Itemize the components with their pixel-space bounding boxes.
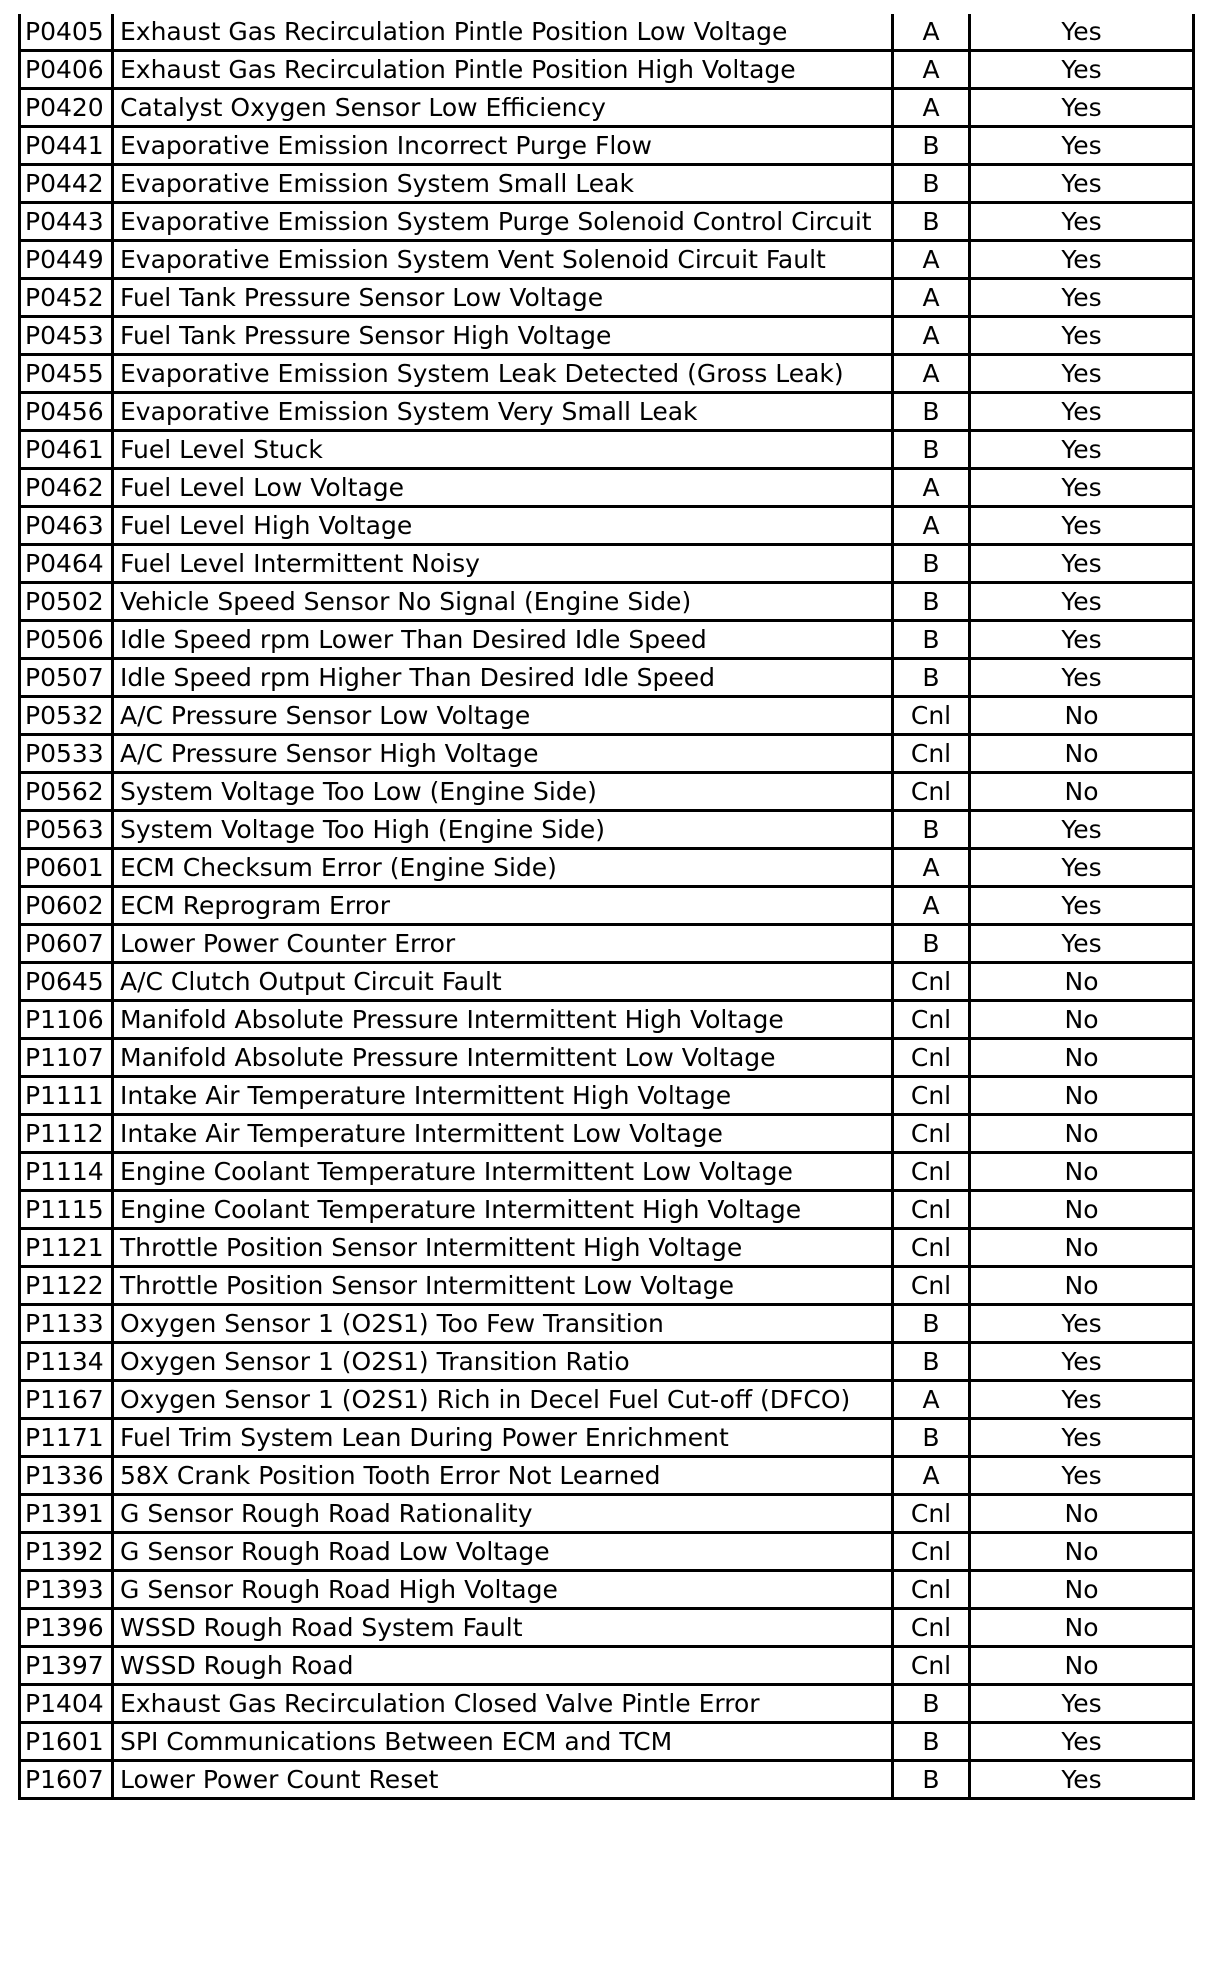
dtc-description-cell: Idle Speed rpm Lower Than Desired Idle Speed xyxy=(113,621,893,659)
table-row xyxy=(20,51,1194,89)
dtc-description-cell: Fuel Trim System Lean During Power Enrichment xyxy=(113,1419,893,1457)
table-row xyxy=(20,1533,1194,1571)
dtc-code-cell: P0506 xyxy=(20,621,113,659)
dtc-type-cell: B xyxy=(893,583,970,621)
dtc-type-cell: B xyxy=(893,925,970,963)
dtc-type-cell: A xyxy=(893,89,970,127)
dtc-type-cell: B xyxy=(893,545,970,583)
table-row xyxy=(20,1571,1194,1609)
dtc-mil-cell: No xyxy=(970,1647,1194,1685)
table-row xyxy=(20,735,1194,773)
table-row xyxy=(20,1153,1194,1191)
dtc-type-cell: B xyxy=(893,621,970,659)
dtc-code-cell: P1114 xyxy=(20,1153,113,1191)
table-row xyxy=(20,317,1194,355)
table-row xyxy=(20,127,1194,165)
dtc-type-cell: B xyxy=(893,165,970,203)
dtc-description-cell: Catalyst Oxygen Sensor Low Efficiency xyxy=(113,89,893,127)
dtc-mil-cell: No xyxy=(970,1229,1194,1267)
dtc-mil-cell: Yes xyxy=(970,469,1194,507)
dtc-mil-cell: Yes xyxy=(970,659,1194,697)
dtc-type-cell: A xyxy=(893,469,970,507)
dtc-code-cell: P0406 xyxy=(20,51,113,89)
dtc-mil-cell: Yes xyxy=(970,393,1194,431)
dtc-description-cell: G Sensor Rough Road Rationality xyxy=(113,1495,893,1533)
dtc-type-cell: A xyxy=(893,14,970,51)
dtc-description-cell: Evaporative Emission System Vent Solenoid Circuit Fault xyxy=(113,241,893,279)
dtc-type-cell: B xyxy=(893,1761,970,1799)
dtc-mil-cell: Yes xyxy=(970,621,1194,659)
dtc-mil-cell: Yes xyxy=(970,1761,1194,1799)
dtc-code-cell: P0453 xyxy=(20,317,113,355)
table-row xyxy=(20,1457,1194,1495)
dtc-mil-cell: Yes xyxy=(970,849,1194,887)
dtc-code-cell: P0607 xyxy=(20,925,113,963)
dtc-code-cell: P0507 xyxy=(20,659,113,697)
dtc-code-cell: P1392 xyxy=(20,1533,113,1571)
table-row xyxy=(20,1495,1194,1533)
dtc-description-cell: Intake Air Temperature Intermittent High Voltage xyxy=(113,1077,893,1115)
table-row xyxy=(20,14,1194,51)
dtc-code-cell: P0405 xyxy=(20,14,113,51)
dtc-code-cell: P0532 xyxy=(20,697,113,735)
dtc-code-cell: P0562 xyxy=(20,773,113,811)
dtc-code-cell: P1167 xyxy=(20,1381,113,1419)
dtc-description-cell: Evaporative Emission Incorrect Purge Flow xyxy=(113,127,893,165)
table-row xyxy=(20,621,1194,659)
dtc-description-cell: Engine Coolant Temperature Intermittent Low Voltage xyxy=(113,1153,893,1191)
dtc-description-cell: Oxygen Sensor 1 (O2S1) Transition Ratio xyxy=(113,1343,893,1381)
dtc-mil-cell: Yes xyxy=(970,431,1194,469)
dtc-type-cell: A xyxy=(893,887,970,925)
dtc-description-cell: ECM Checksum Error (Engine Side) xyxy=(113,849,893,887)
dtc-description-cell: A/C Pressure Sensor High Voltage xyxy=(113,735,893,773)
dtc-description-cell: Evaporative Emission System Purge Solenoid Control Circuit xyxy=(113,203,893,241)
table-row xyxy=(20,393,1194,431)
dtc-code-cell: P0463 xyxy=(20,507,113,545)
table-row xyxy=(20,469,1194,507)
dtc-type-cell: Cnl xyxy=(893,1001,970,1039)
dtc-mil-cell: Yes xyxy=(970,317,1194,355)
dtc-mil-cell: Yes xyxy=(970,1457,1194,1495)
dtc-description-cell: Exhaust Gas Recirculation Closed Valve Pintle Error xyxy=(113,1685,893,1723)
dtc-mil-cell: No xyxy=(970,1267,1194,1305)
dtc-description-cell: System Voltage Too Low (Engine Side) xyxy=(113,773,893,811)
dtc-description-cell: WSSD Rough Road System Fault xyxy=(113,1609,893,1647)
dtc-description-cell: Evaporative Emission System Leak Detected (Gross Leak) xyxy=(113,355,893,393)
dtc-description-cell: G Sensor Rough Road Low Voltage xyxy=(113,1533,893,1571)
dtc-mil-cell: Yes xyxy=(970,241,1194,279)
table-row xyxy=(20,1761,1194,1799)
dtc-description-cell: Exhaust Gas Recirculation Pintle Position High Voltage xyxy=(113,51,893,89)
dtc-description-cell: Evaporative Emission System Small Leak xyxy=(113,165,893,203)
dtc-description-cell: A/C Pressure Sensor Low Voltage xyxy=(113,697,893,735)
dtc-code-cell: P1107 xyxy=(20,1039,113,1077)
dtc-mil-cell: Yes xyxy=(970,811,1194,849)
table-row xyxy=(20,1039,1194,1077)
dtc-mil-cell: No xyxy=(970,697,1194,735)
dtc-description-cell: SPI Communications Between ECM and TCM xyxy=(113,1723,893,1761)
dtc-code-cell: P0601 xyxy=(20,849,113,887)
dtc-description-cell: Evaporative Emission System Very Small Leak xyxy=(113,393,893,431)
table-row xyxy=(20,811,1194,849)
table-row xyxy=(20,1191,1194,1229)
dtc-type-cell: Cnl xyxy=(893,1039,970,1077)
dtc-type-cell: A xyxy=(893,355,970,393)
dtc-type-cell: A xyxy=(893,1381,970,1419)
dtc-mil-cell: No xyxy=(970,963,1194,1001)
table-row xyxy=(20,1343,1194,1381)
dtc-mil-cell: Yes xyxy=(970,127,1194,165)
table-row xyxy=(20,887,1194,925)
dtc-mil-cell: No xyxy=(970,1077,1194,1115)
dtc-code-cell: P0502 xyxy=(20,583,113,621)
dtc-type-cell: B xyxy=(893,393,970,431)
dtc-description-cell: ECM Reprogram Error xyxy=(113,887,893,925)
dtc-description-cell: Oxygen Sensor 1 (O2S1) Rich in Decel Fuel Cut-off (DFCO) xyxy=(113,1381,893,1419)
dtc-type-cell: Cnl xyxy=(893,1077,970,1115)
table-row xyxy=(20,1305,1194,1343)
dtc-code-cell: P1404 xyxy=(20,1685,113,1723)
dtc-mil-cell: No xyxy=(970,1039,1194,1077)
dtc-code-cell: P0456 xyxy=(20,393,113,431)
dtc-code-cell: P0452 xyxy=(20,279,113,317)
table-row xyxy=(20,849,1194,887)
dtc-code-cell: P0645 xyxy=(20,963,113,1001)
dtc-mil-cell: Yes xyxy=(970,203,1194,241)
dtc-type-cell: Cnl xyxy=(893,1609,970,1647)
table-row xyxy=(20,963,1194,1001)
dtc-code-cell: P1397 xyxy=(20,1647,113,1685)
dtc-mil-cell: Yes xyxy=(970,355,1194,393)
dtc-description-cell: Fuel Tank Pressure Sensor High Voltage xyxy=(113,317,893,355)
dtc-code-cell: P1121 xyxy=(20,1229,113,1267)
dtc-code-cell: P0455 xyxy=(20,355,113,393)
dtc-type-cell: A xyxy=(893,1457,970,1495)
table-row xyxy=(20,431,1194,469)
dtc-description-cell: Lower Power Count Reset xyxy=(113,1761,893,1799)
dtc-type-cell: A xyxy=(893,51,970,89)
dtc-description-cell: Fuel Level Low Voltage xyxy=(113,469,893,507)
table-row xyxy=(20,925,1194,963)
dtc-mil-cell: Yes xyxy=(970,887,1194,925)
dtc-type-cell: Cnl xyxy=(893,735,970,773)
dtc-description-cell: System Voltage Too High (Engine Side) xyxy=(113,811,893,849)
dtc-description-cell: Idle Speed rpm Higher Than Desired Idle Speed xyxy=(113,659,893,697)
dtc-type-cell: B xyxy=(893,811,970,849)
dtc-type-cell: Cnl xyxy=(893,1571,970,1609)
dtc-mil-cell: No xyxy=(970,1533,1194,1571)
dtc-mil-cell: No xyxy=(970,1571,1194,1609)
dtc-type-cell: B xyxy=(893,1343,970,1381)
dtc-type-cell: B xyxy=(893,1685,970,1723)
dtc-type-cell: B xyxy=(893,659,970,697)
dtc-description-cell: Fuel Tank Pressure Sensor Low Voltage xyxy=(113,279,893,317)
table-row xyxy=(20,773,1194,811)
dtc-type-cell: Cnl xyxy=(893,697,970,735)
dtc-mil-cell: Yes xyxy=(970,583,1194,621)
dtc-type-cell: Cnl xyxy=(893,1533,970,1571)
dtc-mil-cell: Yes xyxy=(970,279,1194,317)
dtc-type-cell: A xyxy=(893,241,970,279)
dtc-code-cell: P0442 xyxy=(20,165,113,203)
dtc-code-cell: P0420 xyxy=(20,89,113,127)
table-row xyxy=(20,279,1194,317)
dtc-type-cell: B xyxy=(893,1723,970,1761)
dtc-mil-cell: Yes xyxy=(970,507,1194,545)
table-row xyxy=(20,507,1194,545)
dtc-mil-cell: No xyxy=(970,1001,1194,1039)
dtc-description-cell: Fuel Level Stuck xyxy=(113,431,893,469)
dtc-description-cell: A/C Clutch Output Circuit Fault xyxy=(113,963,893,1001)
dtc-type-cell: Cnl xyxy=(893,1495,970,1533)
dtc-mil-cell: No xyxy=(970,1153,1194,1191)
dtc-type-cell: Cnl xyxy=(893,1191,970,1229)
dtc-type-cell: Cnl xyxy=(893,773,970,811)
dtc-description-cell: Manifold Absolute Pressure Intermittent Low Voltage xyxy=(113,1039,893,1077)
dtc-code-cell: P1134 xyxy=(20,1343,113,1381)
dtc-table-body xyxy=(20,14,1194,1799)
table-row xyxy=(20,1001,1194,1039)
dtc-code-cell: P1391 xyxy=(20,1495,113,1533)
dtc-mil-cell: Yes xyxy=(970,1305,1194,1343)
dtc-code-cell: P1122 xyxy=(20,1267,113,1305)
dtc-code-cell: P1396 xyxy=(20,1609,113,1647)
dtc-description-cell: Exhaust Gas Recirculation Pintle Position Low Voltage xyxy=(113,14,893,51)
table-row xyxy=(20,1267,1194,1305)
dtc-mil-cell: No xyxy=(970,735,1194,773)
dtc-mil-cell: Yes xyxy=(970,545,1194,583)
dtc-code-cell: P1106 xyxy=(20,1001,113,1039)
dtc-code-cell: P1111 xyxy=(20,1077,113,1115)
dtc-type-cell: B xyxy=(893,127,970,165)
dtc-type-cell: B xyxy=(893,1419,970,1457)
dtc-mil-cell: No xyxy=(970,1191,1194,1229)
dtc-mil-cell: Yes xyxy=(970,1685,1194,1723)
dtc-type-cell: Cnl xyxy=(893,963,970,1001)
dtc-code-cell: P0563 xyxy=(20,811,113,849)
table-row xyxy=(20,1381,1194,1419)
table-row xyxy=(20,697,1194,735)
dtc-mil-cell: Yes xyxy=(970,1419,1194,1457)
dtc-mil-cell: No xyxy=(970,1115,1194,1153)
dtc-type-cell: Cnl xyxy=(893,1153,970,1191)
dtc-mil-cell: Yes xyxy=(970,1381,1194,1419)
dtc-mil-cell: No xyxy=(970,1609,1194,1647)
dtc-table xyxy=(18,14,1195,1800)
table-row xyxy=(20,241,1194,279)
dtc-type-cell: B xyxy=(893,203,970,241)
dtc-code-cell: P1607 xyxy=(20,1761,113,1799)
dtc-type-cell: B xyxy=(893,1305,970,1343)
dtc-type-cell: A xyxy=(893,849,970,887)
dtc-description-cell: Fuel Level High Voltage xyxy=(113,507,893,545)
dtc-description-cell: Oxygen Sensor 1 (O2S1) Too Few Transition xyxy=(113,1305,893,1343)
table-row xyxy=(20,583,1194,621)
dtc-description-cell: Engine Coolant Temperature Intermittent High Voltage xyxy=(113,1191,893,1229)
dtc-type-cell: B xyxy=(893,431,970,469)
table-row xyxy=(20,355,1194,393)
dtc-description-cell: Intake Air Temperature Intermittent Low Voltage xyxy=(113,1115,893,1153)
dtc-code-cell: P0461 xyxy=(20,431,113,469)
dtc-code-cell: P1336 xyxy=(20,1457,113,1495)
dtc-code-cell: P1601 xyxy=(20,1723,113,1761)
dtc-description-cell: Manifold Absolute Pressure Intermittent High Voltage xyxy=(113,1001,893,1039)
dtc-code-cell: P0533 xyxy=(20,735,113,773)
dtc-type-cell: A xyxy=(893,317,970,355)
table-row xyxy=(20,1609,1194,1647)
dtc-code-cell: P1133 xyxy=(20,1305,113,1343)
table-row xyxy=(20,203,1194,241)
dtc-mil-cell: Yes xyxy=(970,89,1194,127)
dtc-code-cell: P1112 xyxy=(20,1115,113,1153)
table-row xyxy=(20,1685,1194,1723)
table-row xyxy=(20,1229,1194,1267)
dtc-description-cell: Fuel Level Intermittent Noisy xyxy=(113,545,893,583)
dtc-description-cell: Throttle Position Sensor Intermittent High Voltage xyxy=(113,1229,893,1267)
dtc-code-cell: P1115 xyxy=(20,1191,113,1229)
dtc-type-cell: Cnl xyxy=(893,1647,970,1685)
dtc-code-cell: P1171 xyxy=(20,1419,113,1457)
dtc-mil-cell: Yes xyxy=(970,1723,1194,1761)
dtc-mil-cell: Yes xyxy=(970,165,1194,203)
dtc-description-cell: G Sensor Rough Road High Voltage xyxy=(113,1571,893,1609)
dtc-type-cell: A xyxy=(893,279,970,317)
dtc-description-cell: Throttle Position Sensor Intermittent Low Voltage xyxy=(113,1267,893,1305)
dtc-mil-cell: Yes xyxy=(970,51,1194,89)
dtc-code-cell: P0462 xyxy=(20,469,113,507)
dtc-type-cell: Cnl xyxy=(893,1267,970,1305)
dtc-code-cell: P0443 xyxy=(20,203,113,241)
dtc-description-cell: Lower Power Counter Error xyxy=(113,925,893,963)
dtc-mil-cell: Yes xyxy=(970,925,1194,963)
dtc-code-cell: P0441 xyxy=(20,127,113,165)
dtc-description-cell: WSSD Rough Road xyxy=(113,1647,893,1685)
table-row xyxy=(20,165,1194,203)
dtc-mil-cell: Yes xyxy=(970,14,1194,51)
dtc-code-cell: P0464 xyxy=(20,545,113,583)
table-row xyxy=(20,1647,1194,1685)
dtc-description-cell: 58X Crank Position Tooth Error Not Learned xyxy=(113,1457,893,1495)
table-row xyxy=(20,545,1194,583)
table-row xyxy=(20,1419,1194,1457)
dtc-code-cell: P0449 xyxy=(20,241,113,279)
table-row xyxy=(20,1723,1194,1761)
dtc-mil-cell: No xyxy=(970,773,1194,811)
dtc-type-cell: A xyxy=(893,507,970,545)
dtc-description-cell: Vehicle Speed Sensor No Signal (Engine Side) xyxy=(113,583,893,621)
dtc-type-cell: Cnl xyxy=(893,1229,970,1267)
table-row xyxy=(20,659,1194,697)
table-row xyxy=(20,89,1194,127)
table-row xyxy=(20,1115,1194,1153)
dtc-mil-cell: No xyxy=(970,1495,1194,1533)
table-row xyxy=(20,1077,1194,1115)
dtc-mil-cell: Yes xyxy=(970,1343,1194,1381)
dtc-code-cell: P1393 xyxy=(20,1571,113,1609)
dtc-type-cell: Cnl xyxy=(893,1115,970,1153)
dtc-code-cell: P0602 xyxy=(20,887,113,925)
